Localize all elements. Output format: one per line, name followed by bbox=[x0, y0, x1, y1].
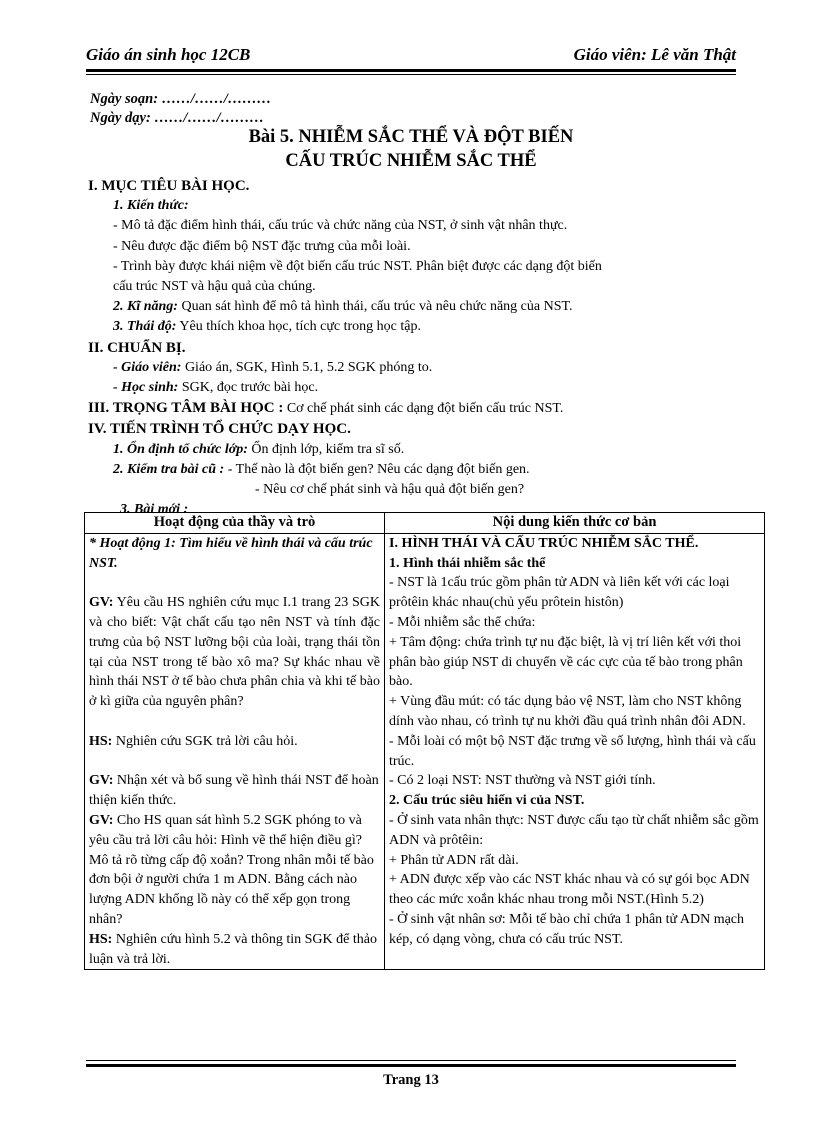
hs-response-1 bbox=[89, 732, 380, 752]
content-item: - NST là 1cấu trúc gồm phân tử ADN và liên kết với các loại prôtêin khác nhau(chủ yếu prôtein histôn) bbox=[389, 575, 730, 611]
activity-cell bbox=[85, 533, 385, 970]
content-item: - Ở sinh vật nhân sơ: Mỗi tế bào chỉ chứa 1 phân tử ADN mạch kép, có dạng vòng, chưa có cấu trúc NST. bbox=[389, 911, 745, 947]
table-row bbox=[85, 533, 765, 970]
teacher-prep-line bbox=[88, 358, 738, 378]
spacer bbox=[89, 573, 380, 593]
lesson-title-line1: Bài 5. NHIỄM SẮC THỂ VÀ ĐỘT BIẾN bbox=[248, 127, 574, 147]
date-prepared: Ngày soạn: ……/……/……… bbox=[90, 91, 272, 107]
content-item: - Có 2 loại NST: NST thường và NST giới tính. bbox=[389, 773, 656, 789]
knowledge-item: - Trình bày được khái niệm về đột biến cấu trúc NST. Phân biệt được các dạng đột biến bbox=[113, 258, 602, 274]
table-header-row bbox=[85, 513, 765, 534]
spacer bbox=[89, 752, 380, 772]
header-rule-thick bbox=[86, 69, 736, 72]
hs-text: Nghiên cứu SGK trả lời câu hỏi. bbox=[112, 733, 298, 749]
content-item: + Vùng đầu mút: có tác dụng bảo vệ NST, làm cho NST không dính vào nhau, có trình tự nu khởi đầu quá trình nhân đôi ADN. bbox=[389, 694, 746, 729]
header-rule-thin bbox=[86, 74, 736, 75]
gv-text: Cho HS quan sát hình 5.2 SGK phóng to và yêu cầu trả lời câu hỏi: Hình vẽ thể hiện điều gì? Mô tả rõ từng cấp độ xoắn? Trong nhân mỗi tế bào đơn bội ở người chứa 1 m ADN. Bằng cách nào lượng ADN khổng lồ này có thể xếp gọn trong nhân? bbox=[89, 812, 374, 927]
knowledge-item: cấu trúc NST và hậu quả của chúng. bbox=[113, 279, 316, 295]
lesson-title-line2: CẤU TRÚC NHIỄM SẮC THỂ bbox=[285, 151, 537, 171]
gv-instruction-3 bbox=[89, 811, 380, 930]
header-subject: Giáo án sinh học 12CB bbox=[86, 45, 251, 64]
knowledge-item: - Mô tả đặc điểm hình thái, cấu trúc và chức năng của NST, ở sinh vật nhân thực. bbox=[113, 218, 568, 234]
section3-heading: III. TRỌNG TÂM BÀI HỌC : bbox=[88, 400, 284, 417]
attitude-label: 3. Thái độ: bbox=[113, 319, 177, 335]
content-item: + Tâm động: chứa trình tự nu đặc biệt, là vị trí liên kết với thoi phân bào giúp NST di chuyển về các cực của tế bào trong phân bào. bbox=[389, 634, 743, 690]
gv-label: GV: bbox=[89, 812, 114, 828]
content-item: - Mỗi loài có một bộ NST đặc trưng về số lượng, hình thái và cấu trúc. bbox=[389, 733, 756, 769]
content-item: + Phân tử ADN rất dài. bbox=[389, 852, 519, 868]
header-teacher: Giáo viên: Lê văn Thật bbox=[573, 45, 736, 64]
attitude-text: Yêu thích khoa học, tích cực trong học tập. bbox=[176, 319, 421, 335]
content-subheading-2: 2. Cấu trúc siêu hiển vi của NST. bbox=[389, 793, 585, 809]
gv-label: GV: bbox=[89, 595, 114, 611]
skill-line bbox=[88, 297, 738, 317]
section1-heading: I. MỤC TIÊU BÀI HỌC. bbox=[88, 178, 250, 194]
content-item: - Mỗi nhiễm sắc thể chứa: bbox=[389, 614, 536, 630]
spacer bbox=[89, 712, 380, 732]
content-subheading-1: 1. Hình thái nhiễm sắc thể bbox=[389, 555, 546, 571]
page-number: Trang 13 bbox=[383, 1072, 439, 1088]
content-item: + ADN được xếp vào các NST khác nhau và có sự gói bọc ADN theo các mức xoắn khác nhau trong mỗi NST.(Hình 5.2) bbox=[389, 872, 750, 908]
content-cell bbox=[385, 533, 765, 970]
student-prep-label: - Học sinh: bbox=[113, 380, 179, 396]
skill-label: 2. Kĩ năng: bbox=[113, 299, 178, 315]
gv-text: Nhận xét và bổ sung về hình thái NST để hoàn thiện kiến thức. bbox=[89, 773, 379, 809]
section3-text: Cơ chế phát sinh các dạng đột biến cấu trúc NST. bbox=[283, 401, 564, 417]
lesson-table bbox=[84, 512, 765, 970]
stable-line bbox=[88, 440, 738, 460]
section3-line bbox=[88, 398, 738, 419]
attitude-line bbox=[88, 317, 738, 337]
stable-text: Ổn định lớp, kiểm tra sĩ số. bbox=[247, 441, 405, 457]
footer-rule-thick bbox=[86, 1064, 736, 1067]
teacher-prep-label: - Giáo viên: bbox=[113, 359, 182, 375]
new-lesson-label: 3. Bài mới : bbox=[120, 502, 189, 518]
skill-text: Quan sát hình để mô tả hình thái, cấu trúc và nêu chức năng của NST. bbox=[177, 299, 573, 315]
student-prep-text: SGK, đọc trước bài học. bbox=[178, 380, 319, 396]
hs-label: HS: bbox=[89, 931, 113, 947]
gv-instruction-2 bbox=[89, 771, 380, 811]
gv-instruction-1 bbox=[89, 593, 380, 712]
activity-title: * Hoạt động 1: Tìm hiểu về hình thái và cấu trúc NST. bbox=[89, 535, 373, 571]
content-heading: I. HÌNH THÁI VÀ CẤU TRÚC NHIỄM SẮC THỂ. bbox=[389, 535, 699, 551]
date-taught: Ngày dạy: ……/……/……… bbox=[90, 110, 264, 126]
check-line bbox=[88, 460, 738, 480]
check-text-2: - Nêu cơ chế phát sinh và hậu quả đột biến gen? bbox=[255, 482, 525, 498]
gv-label: GV: bbox=[89, 773, 114, 789]
section2-heading: II. CHUẨN BỊ. bbox=[88, 339, 186, 356]
page-header bbox=[86, 43, 736, 69]
gv-text: Yêu cầu HS nghiên cứu mục I.1 trang 23 SGK và cho biết: Vật chất cấu tạo nên NST và tính đặc trưng của bộ NST lưỡng bội của loài, trạng thái tồn tại của NST trong tế bào xô ma? Sự khác nhau về hình thái NST ở tế bào chưa phân chia và khi tế bào ở kì giữa của nguyên phân? bbox=[89, 595, 380, 710]
check-label: 2. Kiểm tra bài cũ : bbox=[113, 461, 225, 477]
hs-label: HS: bbox=[89, 733, 113, 749]
dates-block bbox=[90, 90, 271, 128]
content-item: - Ở sinh vata nhân thực: NST được cấu tạo từ chất nhiễm sắc gồm ADN và prôtêin: bbox=[389, 812, 759, 848]
student-prep-line bbox=[88, 378, 738, 398]
lesson-body bbox=[88, 176, 738, 520]
teacher-prep-text: Giáo án, SGK, Hình 5.1, 5.2 SGK phóng to. bbox=[181, 359, 433, 375]
check-text-1: - Thế nào là đột biến gen? Nêu các dạng đột biến gen. bbox=[224, 461, 530, 477]
knowledge-label: 1. Kiến thức: bbox=[113, 198, 189, 214]
hs-response-2 bbox=[89, 930, 380, 970]
stable-label: 1. Ổn định tổ chức lớp: bbox=[113, 441, 248, 457]
hs-text: Nghiên cứu hình 5.2 và thông tin SGK để thảo luận và trả lời. bbox=[89, 931, 377, 967]
section4-heading: IV. TIẾN TRÌNH TỔ CHỨC DẠY HỌC. bbox=[88, 421, 351, 438]
table-header-content: Nội dung kiến thức cơ bản bbox=[385, 513, 765, 534]
footer-rule-thin bbox=[86, 1060, 736, 1061]
table-header-activity: Hoạt động của thầy và trò bbox=[85, 513, 385, 534]
knowledge-item: - Nêu được đặc điểm bộ NST đặc trưng của mỗi loài. bbox=[113, 238, 411, 254]
